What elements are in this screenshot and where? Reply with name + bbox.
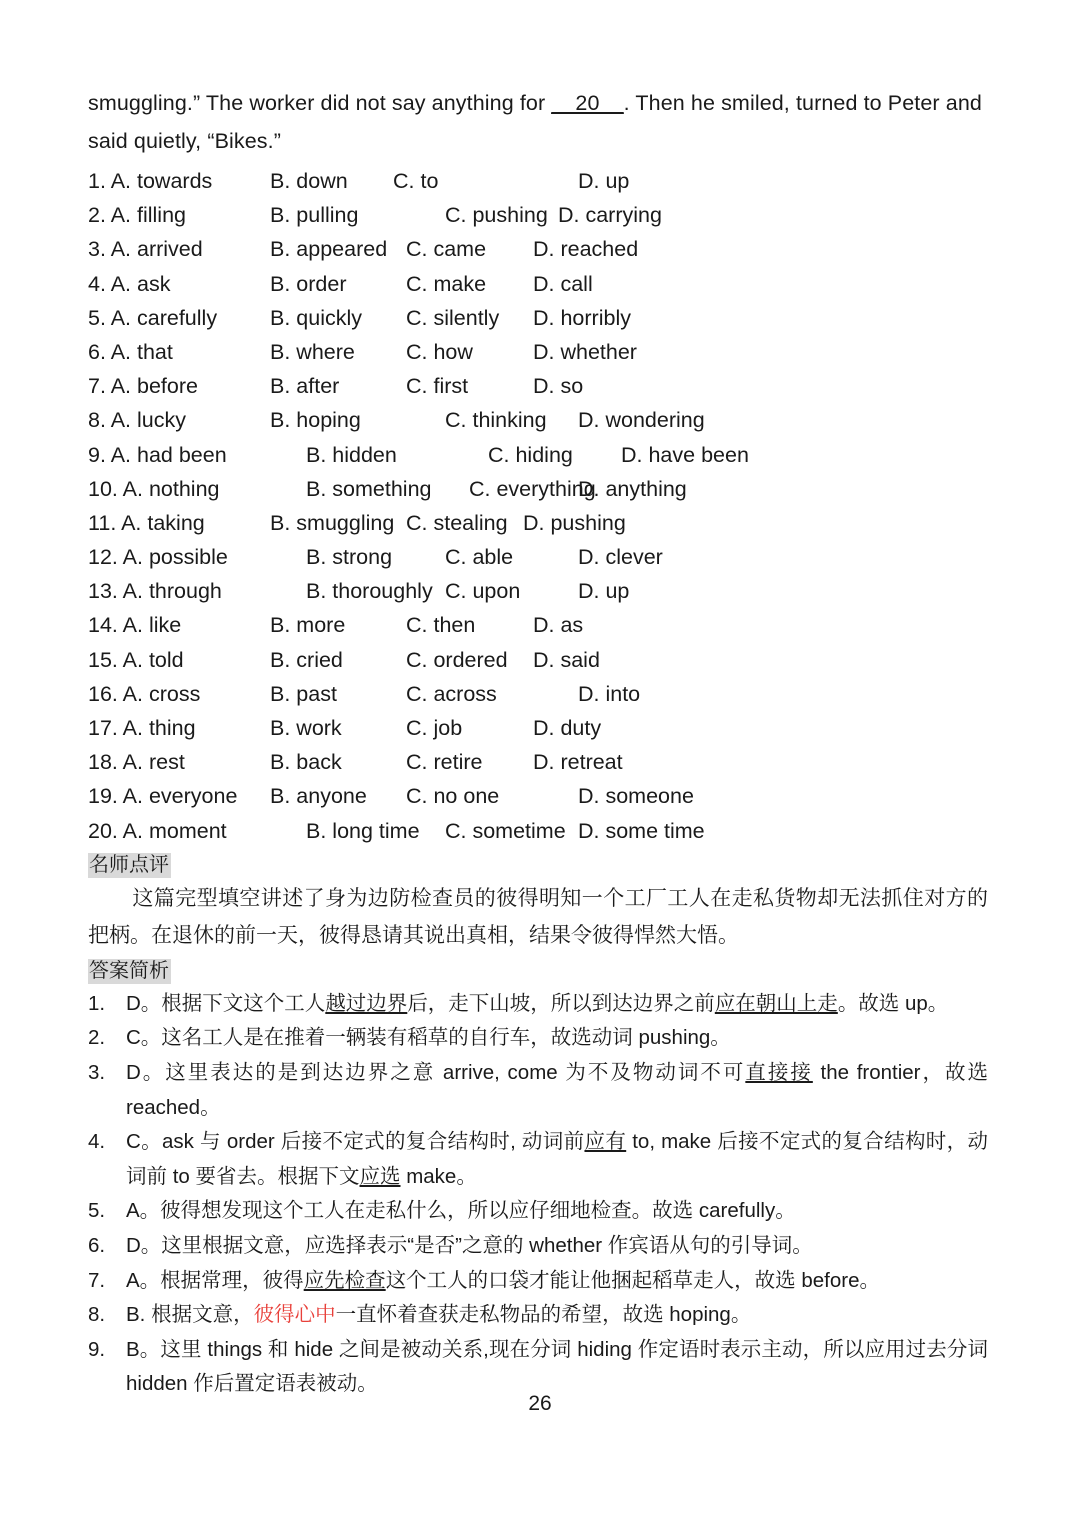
option-b[interactable]: B. quickly	[270, 305, 363, 330]
mc-row	[88, 574, 988, 608]
option-b[interactable]: B. past	[270, 681, 337, 706]
option-a[interactable]: 5. A. carefully	[88, 305, 218, 330]
analysis-item-number: 2.	[88, 1026, 106, 1050]
option-a[interactable]: 10. A. nothing	[88, 476, 220, 501]
option-d[interactable]: D. have been	[621, 442, 749, 467]
option-c[interactable]: C. able	[445, 545, 514, 570]
option-a[interactable]: 19. A. everyone	[88, 784, 238, 809]
analysis-item	[88, 1194, 988, 1229]
option-b[interactable]: B. after	[270, 374, 340, 399]
option-a[interactable]: 9. A. had been	[88, 442, 227, 467]
passage-line1-after: . Then he smiled, turned to Peter and	[623, 91, 982, 115]
option-a[interactable]: 14. A. like	[88, 613, 182, 638]
option-b[interactable]: B. down	[270, 169, 348, 193]
analysis-item-number: 9.	[88, 1337, 106, 1361]
analysis-text: make。	[400, 1164, 477, 1188]
mc-row	[88, 267, 988, 301]
mc-row	[88, 506, 988, 540]
analysis-text: 一直怀着查获走私物品的希望，故选 hoping。	[335, 1303, 752, 1327]
option-c[interactable]: C. silently	[406, 305, 500, 330]
option-c[interactable]: C. job	[406, 716, 463, 740]
mc-row	[88, 472, 988, 506]
mc-row	[88, 608, 988, 642]
analysis-text: the frontier，故选 reached。	[126, 1060, 988, 1119]
option-d[interactable]: D. clever	[578, 545, 663, 570]
option-a[interactable]: 12. A. possible	[88, 545, 228, 570]
analysis-text: 。故选 up。	[837, 991, 949, 1015]
option-c[interactable]: C. sometime	[445, 818, 566, 843]
analysis-text: B. 根据文意，	[126, 1303, 254, 1327]
option-c[interactable]: C. first	[406, 374, 469, 399]
option-a[interactable]: 18. A. rest	[88, 750, 185, 775]
mc-row	[88, 369, 988, 403]
option-d[interactable]: D. someone	[578, 784, 694, 809]
option-b[interactable]: B. something	[306, 476, 432, 501]
analysis-heading	[88, 956, 988, 986]
passage-line2: said quietly, “Bikes.”	[88, 129, 281, 153]
mc-row	[88, 335, 988, 369]
option-a[interactable]: 13. A. through	[88, 579, 222, 604]
analysis-item-number: 1.	[88, 991, 106, 1015]
option-d[interactable]: D. carrying	[558, 203, 662, 228]
option-a[interactable]: 15. A. told	[88, 647, 184, 672]
analysis-item	[88, 1229, 988, 1264]
analysis-item	[88, 987, 988, 1022]
option-d[interactable]: D. whether	[533, 339, 637, 364]
option-d[interactable]: D. anything	[578, 476, 687, 501]
commentary-line2: 的把柄。在退休的前一天，彼得恳请其说出真相，结果令彼得悍然大悟。	[88, 886, 988, 947]
option-b[interactable]: B. anyone	[270, 784, 367, 809]
mc-row	[88, 814, 988, 848]
option-d[interactable]: D. into	[578, 681, 641, 706]
page-number: 26	[528, 1392, 552, 1415]
multiple-choice-list	[88, 164, 988, 848]
option-d[interactable]: D. so	[533, 374, 584, 399]
analysis-underlined-text: 应选	[359, 1164, 401, 1188]
analysis-underlined-text: 应在朝山上走	[714, 991, 838, 1015]
option-a[interactable]: 2. A. filling	[88, 203, 186, 228]
option-d[interactable]: D. wondering	[578, 408, 705, 433]
mc-row	[88, 711, 988, 745]
option-c[interactable]: C. everything	[469, 476, 596, 501]
analysis-item	[88, 1264, 988, 1299]
analysis-item-number: 8.	[88, 1303, 106, 1327]
mc-row	[88, 403, 988, 437]
mc-row	[88, 438, 988, 472]
commentary-line1: 这篇完型填空讲述了身为边防检查员的彼得明知一个工厂工人在走私货物却无法抓住对方	[132, 886, 967, 910]
analysis-underlined-text: 越过边界	[325, 991, 408, 1015]
mc-row	[88, 677, 988, 711]
option-c[interactable]: C. pushing	[445, 203, 548, 228]
option-b[interactable]: B. cried	[270, 647, 343, 672]
option-a[interactable]: 1. A. towards	[88, 169, 213, 193]
passage-blank-20: __20__	[551, 91, 624, 115]
option-b[interactable]: B. smuggling	[270, 510, 395, 535]
analysis-text: to, make 后接不定式的复合结构时，动词前 to 要省去。根据下文	[126, 1130, 988, 1188]
option-a[interactable]: 7. A. before	[88, 374, 198, 399]
option-b[interactable]: B. order	[270, 271, 347, 296]
analysis-highlight-text: 彼得心中	[253, 1303, 336, 1327]
option-c[interactable]: C. thinking	[445, 408, 547, 433]
option-a[interactable]: 11. A. taking	[88, 510, 205, 535]
commentary-heading	[88, 850, 988, 880]
analysis-item-number: 7.	[88, 1268, 106, 1292]
mc-row	[88, 232, 988, 266]
option-d[interactable]: D. retreat	[533, 750, 623, 775]
option-c[interactable]: C. across	[406, 681, 497, 706]
option-d[interactable]: D. reached	[533, 237, 639, 262]
option-a[interactable]: 4. A. ask	[88, 271, 171, 296]
analysis-text: D。这里表达的是到达边界之意 arrive, come 为不及物动词不可	[126, 1060, 746, 1084]
passage-text	[88, 84, 988, 160]
analysis-underlined-text: 应有	[584, 1130, 627, 1154]
option-d[interactable]: D. duty	[533, 716, 602, 740]
option-d[interactable]: D. pushing	[523, 510, 626, 535]
analysis-underlined-text: 直接接	[745, 1060, 813, 1084]
option-a[interactable]: 20. A. moment	[88, 818, 227, 843]
analysis-item	[88, 1125, 988, 1194]
option-c[interactable]: C. then	[406, 613, 476, 638]
option-a[interactable]: 3. A. arrived	[88, 237, 203, 262]
option-d[interactable]: D. said	[533, 647, 600, 672]
analysis-heading-label: 答案简析	[89, 959, 169, 982]
mc-row	[88, 301, 988, 335]
analysis-text: A。根据常理，彼得	[126, 1268, 304, 1292]
option-d[interactable]: D. call	[533, 271, 593, 296]
analysis-underlined-text: 应先检查	[303, 1268, 386, 1292]
mc-row	[88, 198, 988, 232]
option-c[interactable]: C. came	[406, 237, 487, 262]
option-b[interactable]: B. thoroughly	[306, 579, 433, 604]
option-b[interactable]: B. appeared	[270, 237, 388, 262]
analysis-list	[88, 987, 988, 1402]
option-c[interactable]: C. make	[406, 271, 487, 296]
option-b[interactable]: B. work	[270, 716, 342, 740]
option-d[interactable]: D. up	[578, 579, 630, 604]
option-b[interactable]: B. hidden	[306, 442, 397, 467]
option-b[interactable]: B. long time	[306, 818, 420, 843]
option-a[interactable]: 6. A. that	[88, 339, 173, 364]
analysis-text: B。这里 things 和 hide 之间是被动关系,现在分词 hiding 作定语时表示主动，所以应用过去分词 hidden 作后置定语表被动。	[126, 1337, 988, 1396]
mc-row	[88, 745, 988, 779]
option-c[interactable]: C. how	[406, 339, 473, 364]
option-d[interactable]: D. horribly	[533, 305, 631, 330]
option-d[interactable]: D. some time	[578, 818, 705, 843]
analysis-text: 后，走下山坡，所以到达边界之前	[407, 991, 715, 1015]
option-c[interactable]: C. retire	[406, 750, 483, 775]
analysis-text: C。这名工人是在推着一辆装有稻草的自行车，故选动词 pushing。	[126, 1026, 731, 1050]
commentary-paragraph	[88, 880, 988, 954]
option-a[interactable]: 16. A. cross	[88, 681, 201, 706]
analysis-item-number: 5.	[88, 1199, 106, 1223]
analysis-item-number: 4.	[88, 1130, 106, 1154]
option-a[interactable]: 17. A. thing	[88, 716, 196, 740]
analysis-text: 这个工人的口袋才能让他捆起稻草走人，故选 before。	[385, 1268, 881, 1292]
option-c[interactable]: C. stealing	[406, 510, 508, 535]
analysis-item	[88, 1298, 988, 1333]
option-c[interactable]: C. hiding	[488, 442, 573, 467]
option-b[interactable]: B. hoping	[270, 408, 361, 433]
page-content	[88, 84, 988, 1402]
option-d[interactable]: D. as	[533, 613, 584, 638]
analysis-item	[88, 1056, 988, 1125]
analysis-item	[88, 1021, 988, 1056]
analysis-text: C。ask 与 order 后接不定式的复合结构时, 动词前	[126, 1130, 585, 1154]
option-b[interactable]: B. strong	[306, 545, 393, 570]
analysis-item-number: 6.	[88, 1233, 106, 1257]
mc-row	[88, 540, 988, 574]
option-d[interactable]: D. up	[578, 169, 630, 193]
commentary-heading-label: 名师点评	[89, 853, 169, 876]
passage-line1-before: smuggling.” The worker did not say anything for	[88, 91, 552, 115]
option-b[interactable]: B. pulling	[270, 203, 359, 228]
analysis-text: D。根据下文这个工人	[126, 991, 326, 1015]
option-c[interactable]: C. ordered	[406, 647, 508, 672]
analysis-item-number: 3.	[88, 1060, 106, 1084]
option-a[interactable]: 8. A. lucky	[88, 408, 186, 433]
mc-row	[88, 164, 988, 198]
option-b[interactable]: B. more	[270, 613, 346, 638]
option-c[interactable]: C. to	[393, 169, 439, 193]
option-c[interactable]: C. upon	[445, 579, 521, 604]
option-b[interactable]: B. back	[270, 750, 342, 775]
option-b[interactable]: B. where	[270, 339, 355, 364]
mc-row	[88, 643, 988, 677]
mc-row	[88, 779, 988, 813]
analysis-text: A。彼得想发现这个工人在走私什么，所以应仔细地检查。故选 carefully。	[126, 1199, 796, 1223]
analysis-text: D。这里根据文意，应选择表示“是否”之意的 whether 作宾语从句的引导词。	[126, 1233, 813, 1257]
option-c[interactable]: C. no one	[406, 784, 500, 809]
